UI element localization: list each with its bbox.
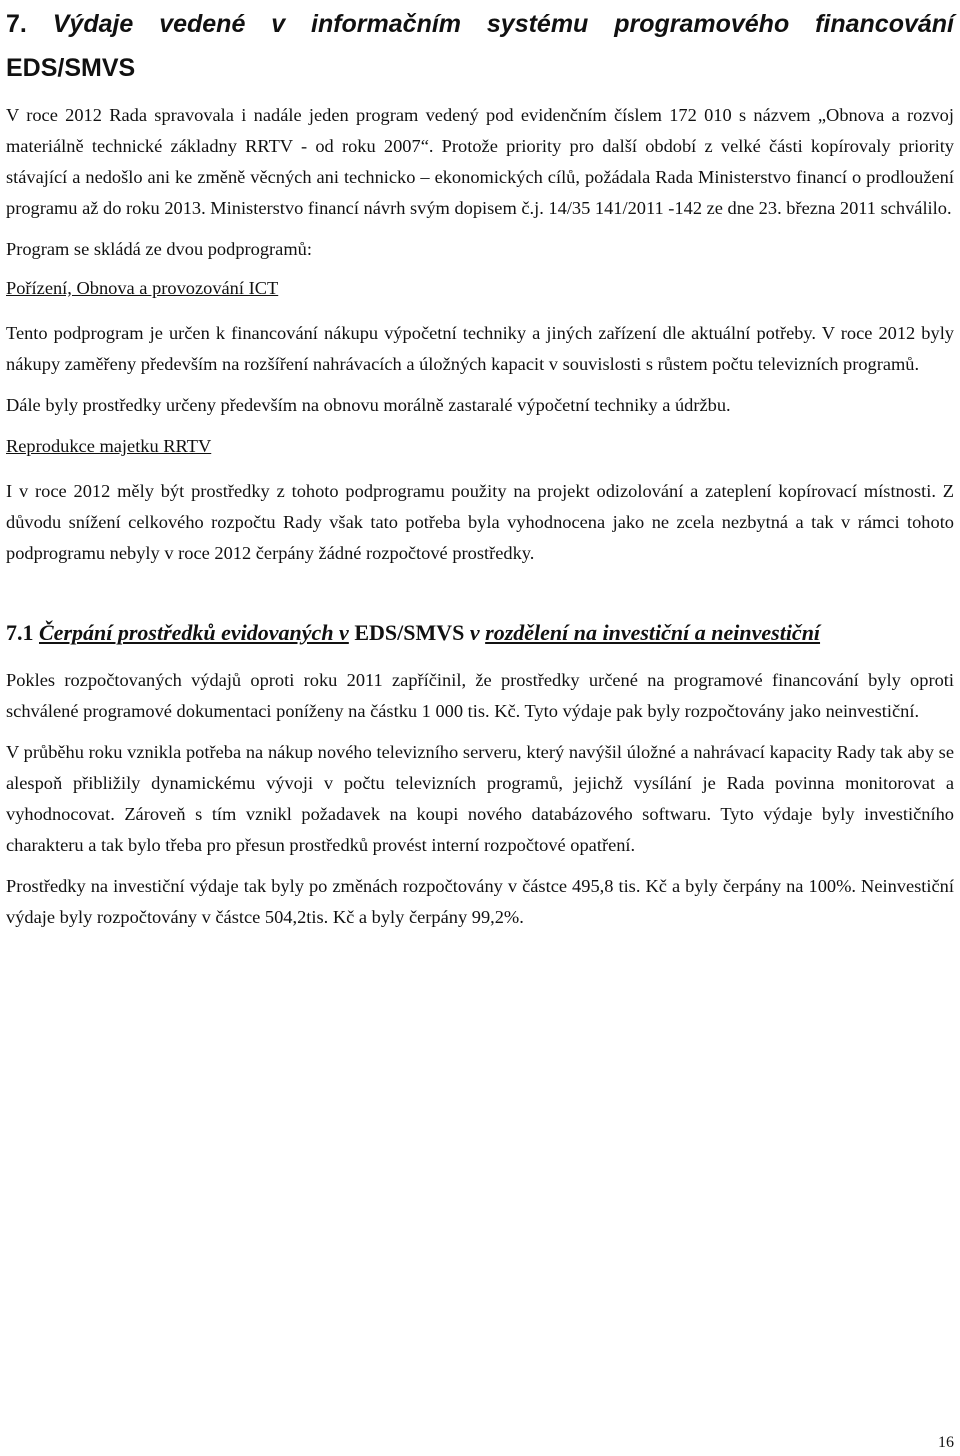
paragraph-program-parts: Program se skládá ze dvou podprogramů: [6, 239, 312, 259]
subsection-title-part-a: Čerpání prostředků evidovaných v [39, 620, 349, 645]
subsection-number: 7.1 [6, 620, 34, 645]
paragraph-reproduction: I v roce 2012 měly být prostředky z tohoto podprogramu použity na projekt odizolování a zateplení kopírovací místnosti. Z důvodu snížení celkového rozpočtu Rady však tato potřeba byla vyhodnocena jako ne zcela nezbytná a tak v rámci tohoto podprogramu nebyly v roce 2012 čerpány žádné rozpočtové prostředky. [6, 481, 954, 563]
page-number: 16 [938, 1434, 954, 1451]
document-page [6, 0, 954, 943]
subsection-title-part-d: rozdělení na investiční a neinvestiční [485, 620, 821, 645]
paragraph-ict-maintenance: Dále byly prostředky určeny především na obnovu morálně zastaralé výpočetní techniky a údržbu. [6, 395, 731, 415]
section-number: 7. [6, 10, 27, 38]
section-title-line2: EDS/SMVS [6, 54, 136, 82]
subprogram-heading-reproduction: Reprodukce majetku RRTV [6, 436, 212, 456]
subprogram-heading-ict: Pořízení, Obnova a provozování ICT [6, 278, 279, 298]
paragraph-spending-summary: Prostředky na investiční výdaje tak byly po změnách rozpočtovány v částce 495,8 tis. Kč a byly čerpány na 100%. Neinvestiční výdaje byly rozpočtovány v částce 504,2tis. Kč a byly čerpány 99,2%. [6, 876, 954, 927]
section-title: Výdaje vedené v informačním systému programového financování [52, 10, 954, 38]
paragraph-server-purchase: V průběhu roku vznikla potřeba na nákup nového televizního serveru, který navýšil úložné a nahrávací kapacity Rady tak aby se alespoň přibližily dynamickému vývoji v počtu televizních programů, jejichž vysílání je Rada povinna monitorovat a vyhodnocovat. Zároveň s tím vznikl požadavek na koupi nového databázového softwaru. Tyto výdaje byly investičního charakteru a tak bylo třeba pro přesun prostředků provést interní rozpočtové opatření. [6, 742, 954, 855]
paragraph-ict-description: Tento podprogram je určen k financování nákupu výpočetní techniky a jiných zařízení dle aktuální potřeby. V roce 2012 byly nákupy zaměřeny především na rozšíření nahrávacích a úložných kapacit v souvislosti s růstem počtu televizních programů. [6, 323, 954, 374]
section-heading [6, 0, 954, 48]
paragraph-intro: V roce 2012 Rada spravovala i nadále jeden program vedený pod evidenčním číslem 172 010 s názvem „Obnova a rozvoj materiálně technické základny RRTV - od roku 2007“. Protože priority pro další období z velké části kopírovaly priority stávající a nedošlo ani ke změně věcných ani technicko – ekonomických cílů, požádala Rada Ministerstvo financí o prodloužení programu až do roku 2013. Ministerstvo financí návrh svým dopisem č.j. 14/35 141/2011 -142 ze dne 23. března 2011 schválilo. [6, 105, 954, 218]
paragraph-budget-decline: Pokles rozpočtovaných výdajů oproti roku 2011 zapříčinil, že prostředky určené na programové financování byly oproti schválené programové dokumentaci poníženy na částku 1 000 tis. Kč. Tyto výdaje pak byly rozpočtovány jako neinvestiční. [6, 670, 954, 721]
subsection-title-part-c: v [469, 620, 480, 645]
subsection-heading [6, 617, 954, 649]
subsection-title-part-b: EDS/SMVS [354, 620, 465, 645]
